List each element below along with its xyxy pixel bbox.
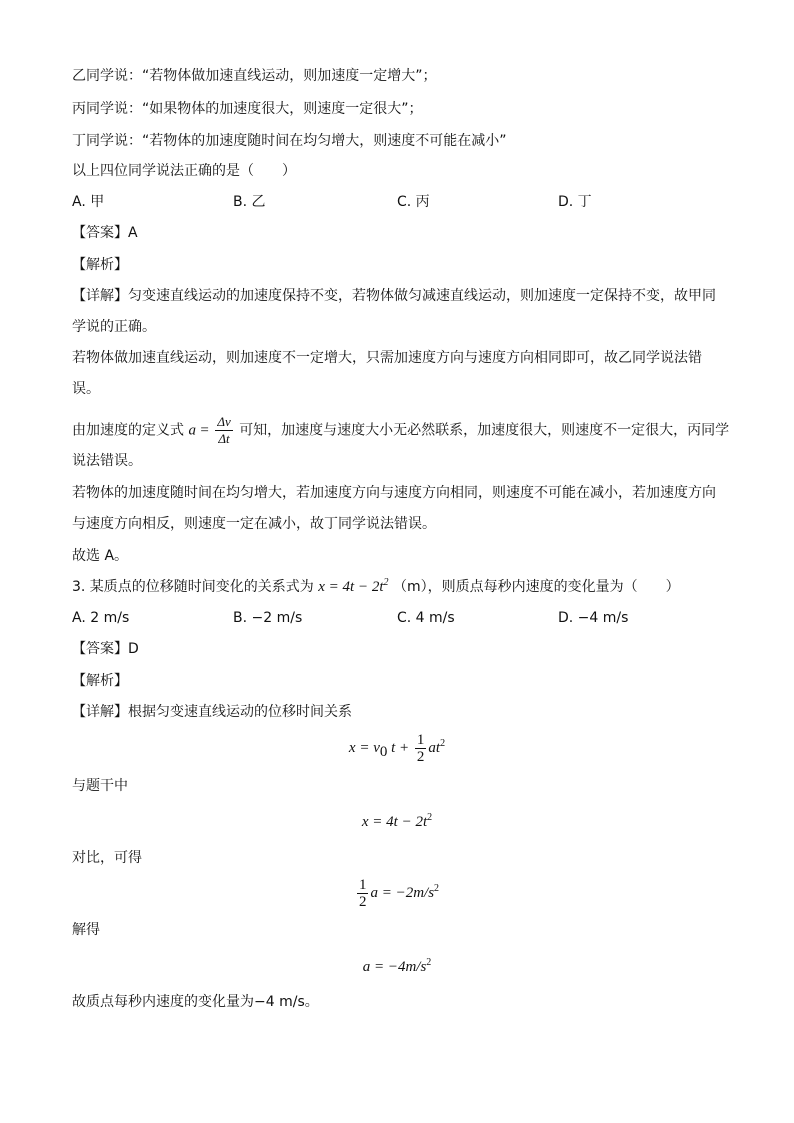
- q3-formula-exponent: 2: [383, 577, 389, 588]
- formula-equals: =: [200, 422, 209, 439]
- fraction-denominator: Δt: [218, 431, 230, 446]
- option-a: A. 甲: [72, 194, 105, 210]
- eq1-numerator: 1: [416, 732, 425, 749]
- eq3-rhs: a = −2m/s: [370, 885, 435, 901]
- equation-given: [0, 812, 794, 832]
- equation-displacement: [0, 730, 794, 766]
- detail-paragraph-4: 若物体的加速度随时间在均匀增大，若加速度方向与速度方向相同，则速度不可能在减小，若加速度方向: [72, 485, 716, 501]
- detail-paragraph-3-cont: 说法错误。: [72, 453, 142, 469]
- eq2-body: x = 4t − 2t: [361, 814, 428, 830]
- analysis-label: 【解析】: [72, 257, 128, 273]
- q3-formula-text: x = 4t − 2t: [318, 579, 384, 595]
- eq1-lhs: x = v: [348, 740, 380, 756]
- q3-stem-prefix: 3. 某质点的位移随时间变化的关系式为: [72, 579, 314, 595]
- answer-label: 【答案】A: [72, 225, 138, 241]
- q3-option-c: C. 4 m/s: [397, 610, 455, 626]
- option-d: D. 丁: [558, 194, 592, 210]
- detail-paragraph-1: 【详解】匀变速直线运动的加速度保持不变，若物体做匀减速直线运动，则加速度一定保持不变，故甲同: [72, 288, 716, 304]
- q3-answer-label: 【答案】D: [72, 641, 139, 657]
- formula-a: a: [188, 422, 196, 439]
- acceleration-fraction: [215, 414, 232, 447]
- text-contrast: 对比，可得: [72, 850, 142, 866]
- eq1-denominator: 2: [416, 749, 425, 766]
- eq3-fraction: [357, 877, 369, 910]
- text-compare: 与题干中: [72, 778, 128, 794]
- fraction-numerator: Δv: [217, 414, 231, 429]
- question-prompt: 以上四位同学说法正确的是（ ）: [72, 163, 296, 179]
- eq2-exponent: 2: [427, 812, 433, 823]
- q3-stem-suffix: （m），则质点每秒内速度的变化量为（ ）: [392, 579, 680, 595]
- conclusion-q3: 故质点每秒内速度的变化量为−4 m/s。: [72, 994, 319, 1010]
- statement-ding: 丁同学说：“若物体的加速度随时间在均匀增大，则速度不可能在减小”: [72, 133, 507, 149]
- eq1-fraction: [415, 732, 427, 765]
- eq1-rhs: at: [428, 740, 441, 756]
- detail-paragraph-2-cont: 误。: [72, 381, 100, 397]
- eq1-subscript: 0: [379, 744, 388, 760]
- detail-paragraph-3: [72, 414, 729, 447]
- eq4-exponent: 2: [426, 957, 432, 968]
- detail-paragraph-4-cont: 与速度方向相反，则速度一定在减小，故丁同学说法错误。: [72, 516, 436, 532]
- text-solve: 解得: [72, 922, 100, 938]
- eq1-mid: t +: [391, 740, 410, 756]
- eq3-denominator: 2: [358, 894, 367, 911]
- q3-detail-1: 【详解】根据匀变速直线运动的位移时间关系: [72, 704, 352, 720]
- statement-yi: 乙同学说：“若物体做加速直线运动，则加速度一定增大”；: [72, 68, 437, 84]
- conclusion-q2: 故选 A。: [72, 548, 129, 564]
- q3-option-b: B. −2 m/s: [233, 610, 303, 626]
- detail-3-suffix: 可知，加速度与速度大小无必然联系，加速度很大，则速度不一定很大，丙同学: [239, 422, 730, 439]
- equation-half-a: [0, 874, 794, 912]
- detail-paragraph-1-cont: 学说的正确。: [72, 319, 156, 335]
- detail-3-prefix: 由加速度的定义式: [72, 422, 184, 439]
- eq3-exponent: 2: [434, 883, 440, 894]
- q3-option-d: D. −4 m/s: [558, 610, 629, 626]
- statement-bing: 丙同学说：“如果物体的加速度很大，则速度一定很大”；: [72, 101, 423, 117]
- question-3-stem: [72, 577, 680, 597]
- detail-paragraph-2: 若物体做加速直线运动，则加速度不一定增大，只需加速度方向与速度方向相同即可，故乙同学说法错: [72, 350, 702, 366]
- eq4-body: a = −4m/s: [362, 959, 427, 975]
- q3-analysis-label: 【解析】: [72, 673, 128, 689]
- eq1-exponent: 2: [440, 738, 446, 749]
- option-c: C. 丙: [397, 194, 430, 210]
- option-b: B. 乙: [233, 194, 266, 210]
- q3-option-a: A. 2 m/s: [72, 610, 130, 626]
- q3-stem-formula: [318, 579, 388, 595]
- equation-result: [0, 957, 794, 977]
- eq3-numerator: 1: [358, 877, 367, 894]
